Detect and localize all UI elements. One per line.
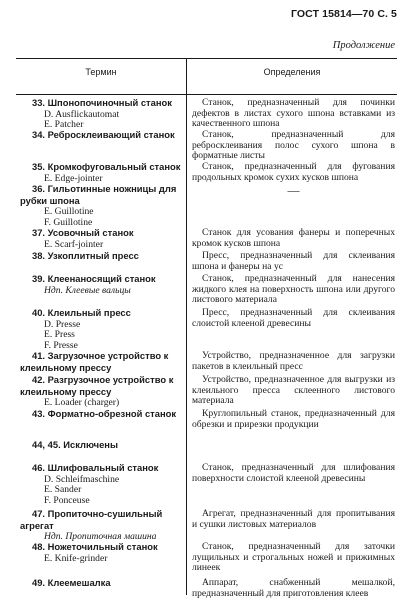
term-cell: [16, 251, 186, 263]
definition-cell: Пресс, предназначенный для склеивания слоистой клееной древесины: [192, 307, 395, 329]
standard-reference: ГОСТ 15814—70 С. 5: [291, 8, 397, 20]
term-name: 42. Разгрузочное устройство к: [32, 374, 174, 385]
equivalent: E. Press: [44, 329, 75, 341]
definition-cell: Устройство, предназначенное для загрузки пакетов в клеильный пресс: [192, 350, 395, 372]
term-name: клеильному прессу: [20, 385, 112, 397]
definition-cell: Станок, предназначенный для заточки лущильных и строгальных ножей и прижимных линеек: [192, 541, 395, 574]
definition-cell: Аппарат, снабженный мешалкой, предназначенный для приготовления клеев: [192, 577, 395, 599]
definition-cell: Пресс, предназначенный для склеивания шпона и фанеры на ус: [192, 250, 395, 272]
term-cell: [16, 463, 186, 506]
term-name: 43. Форматно-обрезной станок: [32, 408, 177, 419]
term-cell: [16, 375, 186, 409]
term-name: 46. Шлифовальный станок: [32, 462, 159, 473]
table-top-rule: [16, 58, 397, 59]
term-name: агрегат: [20, 519, 54, 531]
continuation-label: Продолжение: [332, 40, 395, 51]
definition-cell: Станок, предназначенный для нанесения жидкого клея на поверхность шпона или другого листового материала: [192, 273, 395, 306]
equivalent: D. Ausflickautomat: [44, 108, 120, 120]
column-header-definition: Определения: [263, 67, 321, 77]
term-name: 41. Загрузочное устройство к: [32, 350, 169, 361]
term-name: 38. Узкоплитный пресс: [32, 250, 139, 261]
term-name: 37. Усовочный станок: [32, 227, 134, 238]
equivalent: Ндп. Пропиточная машина: [44, 531, 157, 543]
column-divider: [186, 58, 187, 595]
term-name: 34. Ребросклеивающий станок: [32, 129, 175, 140]
term-cell: [16, 509, 186, 543]
equivalent: F. Ponceuse: [44, 494, 90, 506]
definition-cell: Станок для усования фанеры и поперечных кромок кусков шпона: [192, 227, 395, 249]
term-name: 44, 45. Исключены: [32, 439, 118, 450]
definition-cell: —: [287, 183, 300, 197]
equivalent: E. Sander: [44, 484, 82, 496]
equivalent: D. Schleifmaschine: [44, 473, 120, 485]
definition-cell: Станок, предназначенный для фугования продольных кромок сухих кусков шпона: [192, 161, 395, 183]
term-cell: [16, 162, 186, 184]
term-name: 48. Ножеточильный станок: [32, 541, 158, 552]
term-cell: [16, 130, 186, 142]
definition-cell: Станок, предназначенный для починки дефектов в листах сухого шпона вставками из качественного шпона: [192, 97, 395, 130]
term-name: 39. Клеенаносящий станок: [32, 273, 156, 284]
equivalent: D. Presse: [44, 318, 81, 330]
definition-cell: Агрегат, предназначенный для пропитывания и сушки листовых материалов: [192, 508, 395, 530]
term-cell: [16, 308, 186, 351]
term-name: 49. Клеемешалка: [32, 577, 111, 588]
terms-table: [16, 58, 397, 599]
term-name: 35. Кромкофуговальный станок: [32, 161, 181, 172]
term-name: 40. Клеильный пресс: [32, 307, 131, 318]
definition-cell: Станок, предназначенный для шлифования поверхности слоистой клееной древесины: [192, 462, 395, 484]
term-name: рубки шпона: [20, 194, 80, 206]
equivalent: E. Knife-grinder: [44, 552, 108, 564]
definition-cell: Круглопильный станок, предназначенный для обрезки и прирезки продукции: [192, 408, 395, 430]
term-cell: [16, 578, 186, 590]
term-name: 36. Гильотинные ножницы для: [32, 183, 177, 194]
term-cell: [16, 409, 186, 421]
definition-cell: Станок, предназначенный для ребросклеивания полос сухого шпона в форматные листы: [192, 129, 395, 162]
equivalent: E. Patcher: [44, 119, 84, 131]
term-cell: [16, 542, 186, 564]
equivalent: E. Loader (charger): [44, 397, 120, 409]
equivalent: E. Edge-jointer: [44, 172, 103, 184]
term-cell: [16, 184, 186, 228]
equivalent: E. Guillotine: [44, 206, 94, 218]
term-cell: [16, 351, 186, 374]
equivalent: F. Guillotine: [44, 216, 93, 228]
term-cell: [16, 274, 186, 296]
table-header-rule: [16, 94, 397, 95]
term-name: 47. Пропиточно-сушильный: [32, 508, 163, 519]
equivalent: E. Scarf-jointer: [44, 238, 104, 250]
equivalent: Ндп. Клеевые вальцы: [44, 284, 131, 296]
column-header-term: Термин: [85, 67, 117, 77]
term-cell: [16, 440, 186, 452]
equivalent: F. Presse: [44, 339, 78, 351]
term-name: 33. Шпонопочиночный станок: [32, 97, 172, 108]
term-cell: [16, 98, 186, 131]
definition-cell: Устройство, предназначенное для выгрузки из клеильного пресса склеенного листового материала: [192, 374, 395, 407]
term-cell: [16, 228, 186, 250]
term-name: клеильному прессу: [20, 361, 112, 373]
